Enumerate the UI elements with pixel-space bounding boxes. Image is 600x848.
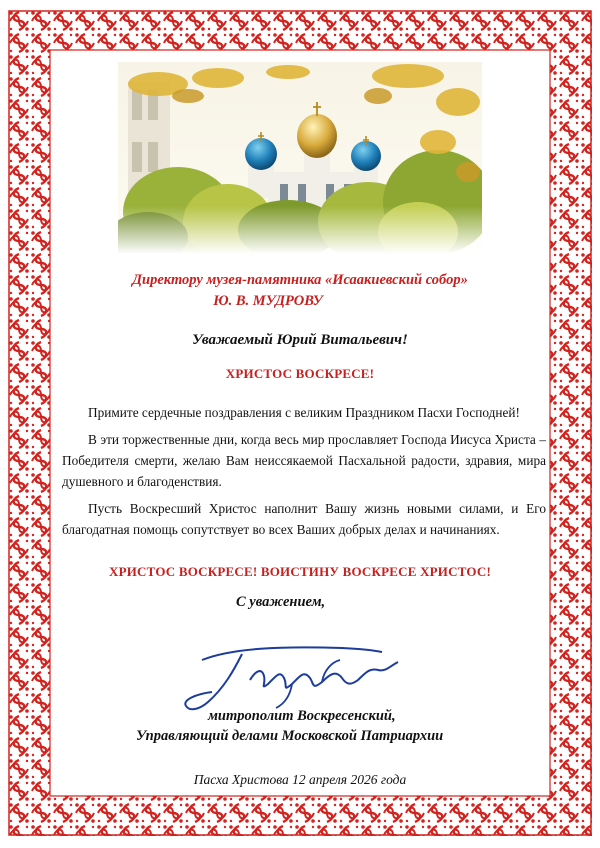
recipient-block (52, 272, 548, 310)
paragraph-3: Пусть Воскресший Христос наполнит Вашу жизнь новыми силами, и Его благодатная помощь сопутствует во всех Ваших добрых делах и начинаниях. (62, 501, 546, 537)
easter-greeting: ХРИСТОС ВОСКРЕСЕ! (225, 366, 375, 381)
letter-date: Пасха Христова 12 апреля 2026 года (193, 772, 407, 787)
signatory-title: митрополит Воскресенский, (208, 708, 396, 724)
cathedral-photo (118, 62, 482, 254)
regards: С уважением, (236, 594, 326, 610)
paragraph-1: Примите сердечные поздравления с великим Праздником Пасхи Господней! (88, 405, 520, 420)
closing-greeting: ХРИСТОС ВОСКРЕСЕ! ВОИСТИНУ ВОСКРЕСЕ ХРИСТОС! (108, 564, 491, 579)
recipient-title: Директору музея-памятника «Исаакиевский собор» (132, 272, 468, 288)
salutation: Уважаемый Юрий Витальевич! (192, 332, 408, 348)
signatory-position: Управляющий делами Московской Патриархии (136, 728, 444, 744)
recipient-name: Ю. В. МУДРОВУ (213, 293, 323, 309)
letter-text (62, 402, 546, 546)
letter-body (52, 52, 548, 796)
paragraph-2: В эти торжественные дни, когда весь мир прославляет Господа Иисуса Христа – Победителя смерти, желаю Вам неиссякаемой Пасхальной радости, здравия, мира душевного и благоденствия. (62, 432, 546, 489)
signatory-block (52, 706, 548, 746)
